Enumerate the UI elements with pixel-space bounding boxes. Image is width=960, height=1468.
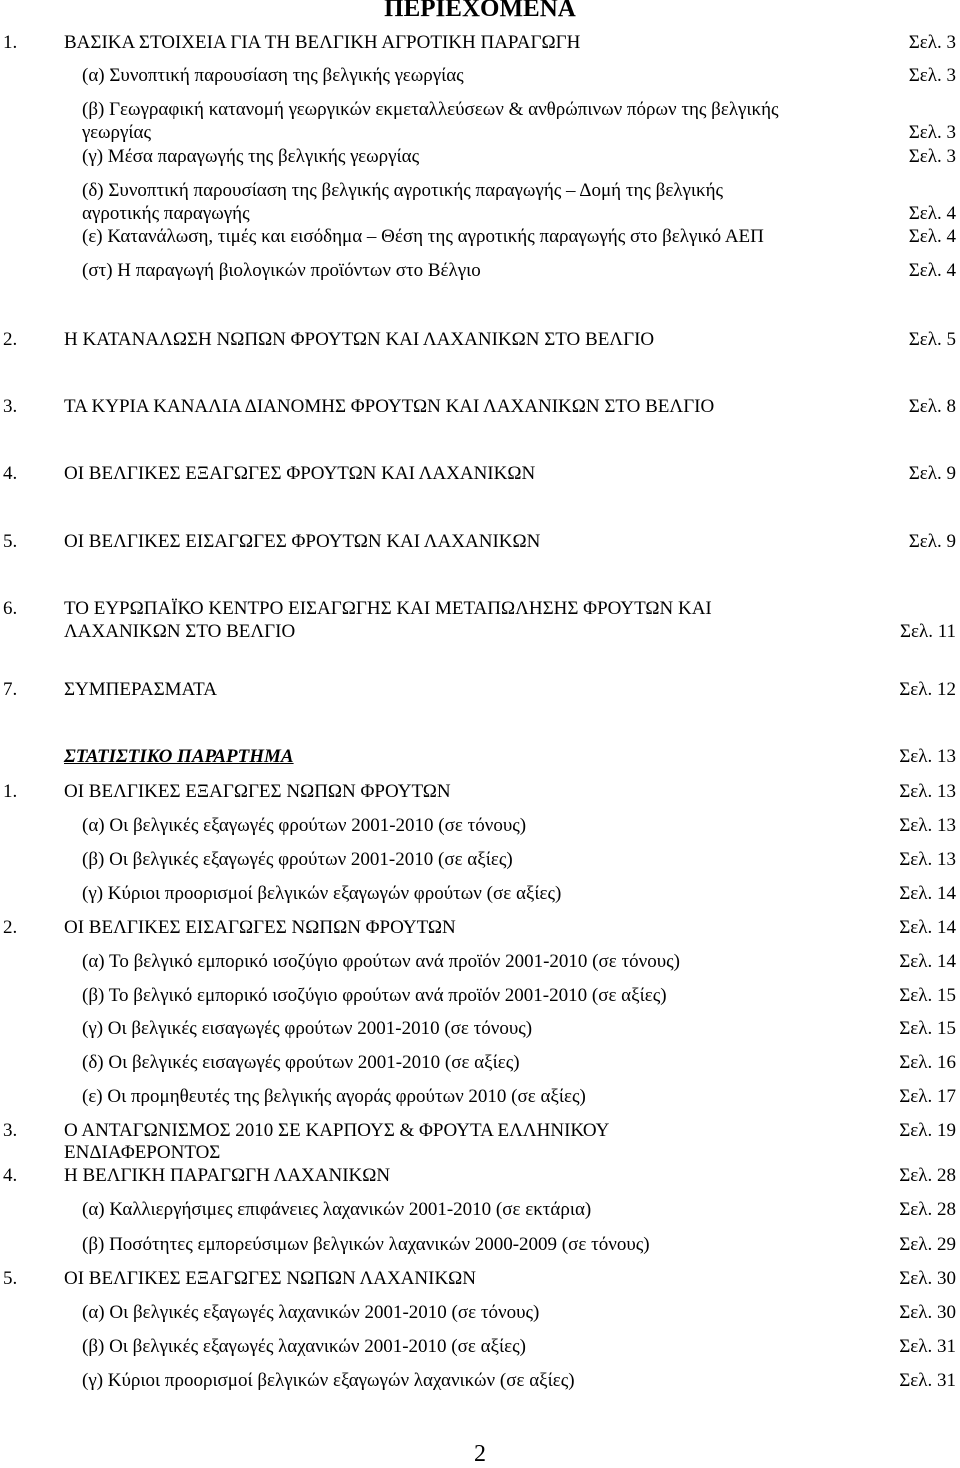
toc-page-ref: Σελ. 13: [899, 746, 956, 767]
toc-page-ref: Σελ. 3: [908, 65, 956, 86]
toc-entry-text[interactable]: (α) Οι βελγικές εξαγωγές λαχανικών 2001-2010 (σε τόνους): [82, 1302, 540, 1323]
toc-page-ref: Σελ. 16: [899, 1052, 956, 1073]
toc-page-ref: Σελ. 29: [899, 1234, 956, 1255]
toc-page-ref: Σελ. 15: [899, 1018, 956, 1039]
toc-entry-text-cont[interactable]: ΛΑΧΑΝΙΚΩΝ ΣΤΟ ΒΕΛΓΙΟ: [64, 621, 296, 642]
toc-page-ref: Σελ. 3: [908, 146, 956, 167]
toc-number: 7.: [3, 679, 18, 700]
toc-entry-text[interactable]: (γ) Οι βελγικές εισαγωγές φρούτων 2001-2010 (σε τόνους): [82, 1018, 533, 1039]
toc-entry-text[interactable]: ΤΑ ΚΥΡΙΑ ΚΑΝΑΛΙΑ ΔΙΑΝΟΜΗΣ ΦΡΟΥΤΩΝ ΚΑΙ ΛΑΧΑΝΙΚΩΝ ΣΤΟ ΒΕΛΓΙΟ: [64, 396, 715, 417]
toc-page-ref: Σελ. 28: [899, 1165, 956, 1186]
toc-page-ref: Σελ. 4: [908, 260, 956, 281]
toc-page-ref: Σελ. 31: [899, 1370, 956, 1391]
toc-page-ref: Σελ. 8: [908, 396, 956, 417]
toc-page-ref: Σελ. 4: [908, 226, 956, 247]
toc-entry-text[interactable]: ΟΙ ΒΕΛΓΙΚΕΣ ΕΙΣΑΓΩΓΕΣ ΦΡΟΥΤΩΝ ΚΑΙ ΛΑΧΑΝΙΚΩΝ: [64, 531, 541, 552]
toc-entry-text[interactable]: (δ) Οι βελγικές εισαγωγές φρούτων 2001-2010 (σε αξίες): [82, 1052, 520, 1073]
toc-entry-text[interactable]: (β) Το βελγικό εμπορικό ισοζύγιο φρούτων ανά προϊόν 2001-2010 (σε αξίες): [82, 985, 667, 1006]
toc-entry-text-cont[interactable]: γεωργίας: [82, 122, 152, 143]
toc-page-ref: Σελ. 4: [908, 203, 956, 224]
toc-page-ref: Σελ. 11: [899, 621, 956, 642]
toc-page-ref: Σελ. 5: [908, 329, 956, 350]
toc-page-ref: Σελ. 30: [899, 1268, 956, 1289]
toc-entry-text[interactable]: (α) Συνοπτική παρουσίαση της βελγικής γεωργίας: [82, 65, 464, 86]
toc-entry-text[interactable]: ΣΥΜΠΕΡΑΣΜΑΤΑ: [64, 679, 217, 700]
toc-page-ref: Σελ. 13: [899, 781, 956, 802]
toc-entry-text[interactable]: (γ) Κύριοι προορισμοί βελγικών εξαγωγών λαχανικών (σε αξίες): [82, 1370, 575, 1391]
toc-entry-text[interactable]: (ε) Οι προμηθευτές της βελγικής αγοράς φρούτων 2010 (σε αξίες): [82, 1086, 586, 1107]
toc-page-ref: Σελ. 9: [908, 531, 956, 552]
toc-entry-text[interactable]: Ο ΑΝΤΑΓΩΝΙΣΜΟΣ 2010 ΣΕ ΚΑΡΠΟΥΣ & ΦΡΟΥΤΑ ΕΛΛΗΝΙΚΟΥ: [64, 1120, 610, 1141]
toc-page-ref: Σελ. 13: [899, 815, 956, 836]
toc-number: 6.: [3, 598, 18, 619]
toc-number: 5.: [3, 1268, 18, 1289]
toc-page-ref: Σελ. 19: [899, 1120, 956, 1141]
toc-entry-text[interactable]: (β) Οι βελγικές εξαγωγές λαχανικών 2001-2010 (σε αξίες): [82, 1336, 526, 1357]
toc-number: 2.: [3, 329, 18, 350]
toc-entry-text[interactable]: ΟΙ ΒΕΛΓΙΚΕΣ ΕΞΑΓΩΓΕΣ ΝΩΠΩΝ ΛΑΧΑΝΙΚΩΝ: [64, 1268, 477, 1289]
toc-page-ref: Σελ. 31: [899, 1336, 956, 1357]
toc-entry-text[interactable]: (α) Οι βελγικές εξαγωγές φρούτων 2001-2010 (σε τόνους): [82, 815, 527, 836]
toc-entry-text[interactable]: (ε) Κατανάλωση, τιμές και εισόδημα – Θέση της αγροτικής παραγωγής στο βελγικό ΑΕΠ: [82, 226, 764, 247]
toc-page-ref: Σελ. 13: [899, 849, 956, 870]
toc-number: 3.: [3, 1120, 18, 1141]
toc-entry-text[interactable]: (δ) Συνοπτική παρουσίαση της βελγικής αγροτικής παραγωγής – Δομή της βελγικής: [82, 180, 724, 201]
toc-entry-text[interactable]: ΟΙ ΒΕΛΓΙΚΕΣ ΕΙΣΑΓΩΓΕΣ ΝΩΠΩΝ ΦΡΟΥΤΩΝ: [64, 917, 456, 938]
toc-page-ref: Σελ. 14: [899, 917, 956, 938]
toc-page-ref: Σελ. 28: [899, 1199, 956, 1220]
toc-entry-text[interactable]: (γ) Κύριοι προορισμοί βελγικών εξαγωγών φρούτων (σε αξίες): [82, 883, 562, 904]
toc-page-ref: Σελ. 15: [899, 985, 956, 1006]
toc-page-ref: Σελ. 17: [899, 1086, 956, 1107]
toc-entry-text[interactable]: (α) Καλλιεργήσιμες επιφάνειες λαχανικών 2001-2010 (σε εκτάρια): [82, 1199, 592, 1220]
toc-page-ref: Σελ. 12: [899, 679, 956, 700]
toc-entry-text[interactable]: (β) Γεωγραφική κατανομή γεωργικών εκμεταλλεύσεων & ανθρώπινων πόρων της βελγικής: [82, 99, 779, 120]
toc-entry-text-cont[interactable]: ΕΝΔΙΑΦΕΡΟΝΤΟΣ: [64, 1142, 221, 1163]
toc-entry-text-cont[interactable]: αγροτικής παραγωγής: [82, 203, 250, 224]
page-number: 2: [474, 1441, 486, 1467]
toc-entry-text[interactable]: (β) Οι βελγικές εξαγωγές φρούτων 2001-2010 (σε αξίες): [82, 849, 513, 870]
toc-number: 4.: [3, 1165, 18, 1186]
toc-number: 3.: [3, 396, 18, 417]
toc-page-ref: Σελ. 3: [908, 32, 956, 53]
toc-page-ref: Σελ. 30: [899, 1302, 956, 1323]
toc-number: 2.: [3, 917, 18, 938]
toc-page-ref: Σελ. 14: [899, 883, 956, 904]
toc-number: 4.: [3, 463, 18, 484]
toc-number: 5.: [3, 531, 18, 552]
toc-entry-text[interactable]: ΟΙ ΒΕΛΓΙΚΕΣ ΕΞΑΓΩΓΕΣ ΦΡΟΥΤΩΝ ΚΑΙ ΛΑΧΑΝΙΚΩΝ: [64, 463, 536, 484]
page-title: ΠΕΡΙΕΧΟΜΕΝΑ: [384, 0, 576, 22]
toc-entry-text[interactable]: (α) Το βελγικό εμπορικό ισοζύγιο φρούτων ανά προϊόν 2001-2010 (σε τόνους): [82, 951, 680, 972]
toc-entry-text[interactable]: ΟΙ ΒΕΛΓΙΚΕΣ ΕΞΑΓΩΓΕΣ ΝΩΠΩΝ ΦΡΟΥΤΩΝ: [64, 781, 451, 802]
toc-entry-text[interactable]: (γ) Μέσα παραγωγής της βελγικής γεωργίας: [82, 146, 420, 167]
toc-page-ref: Σελ. 14: [899, 951, 956, 972]
toc-entry-text[interactable]: ΤΟ ΕΥΡΩΠΑΪΚΟ ΚΕΝΤΡΟ ΕΙΣΑΓΩΓΗΣ ΚΑΙ ΜΕΤΑΠΩΛΗΣΗΣ ΦΡΟΥΤΩΝ ΚΑΙ: [64, 598, 712, 619]
appendix-heading[interactable]: ΣΤΑΤΙΣΤΙΚΟ ΠΑΡΑΡΤΗΜΑ: [64, 746, 294, 767]
toc-entry-text[interactable]: Η ΒΕΛΓΙΚΗ ΠΑΡΑΓΩΓΗ ΛΑΧΑΝΙΚΩΝ: [64, 1165, 391, 1186]
toc-page-ref: Σελ. 9: [908, 463, 956, 484]
toc-entry-text[interactable]: Η ΚΑΤΑΝΑΛΩΣΗ ΝΩΠΩΝ ΦΡΟΥΤΩΝ ΚΑΙ ΛΑΧΑΝΙΚΩΝ ΣΤΟ ΒΕΛΓΙΟ: [64, 329, 655, 350]
toc-entry-text[interactable]: (β) Ποσότητες εμπορεύσιμων βελγικών λαχανικών 2000-2009 (σε τόνους): [82, 1234, 650, 1255]
toc-number: 1.: [3, 32, 18, 53]
toc-number: 1.: [3, 781, 18, 802]
toc-page-ref: Σελ. 3: [908, 122, 956, 143]
toc-entry-text[interactable]: (στ) Η παραγωγή βιολογικών προϊόντων στο Βέλγιο: [82, 260, 481, 281]
toc-entry-text[interactable]: ΒΑΣΙΚΑ ΣΤΟΙΧΕΙΑ ΓΙΑ ΤΗ ΒΕΛΓΙΚΗ ΑΓΡΟΤΙΚΗ ΠΑΡΑΓΩΓΗ: [64, 32, 581, 53]
